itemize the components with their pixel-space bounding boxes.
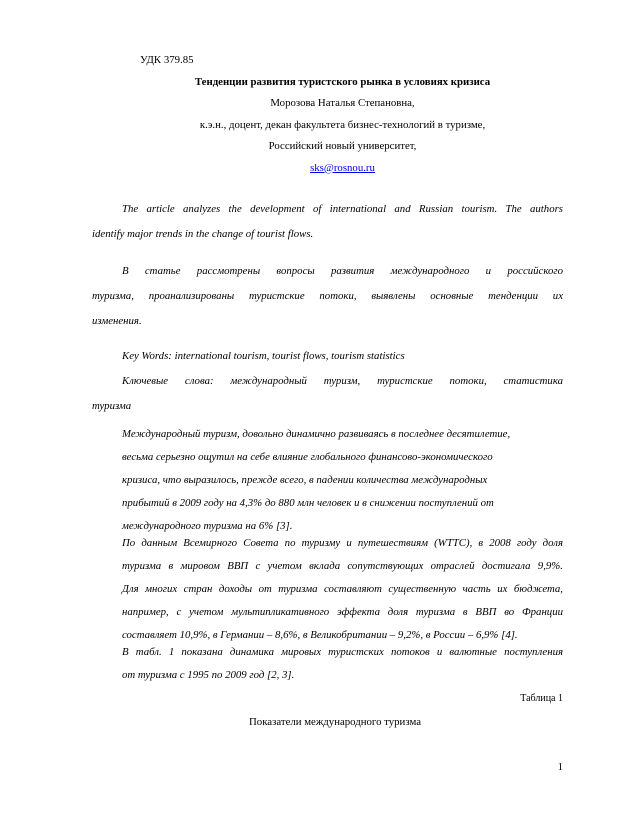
text-line: изменения.: [92, 315, 142, 327]
keywords-russian: [92, 369, 563, 419]
text-line: кризиса, что выразилось, прежде всего, в падении количества международных: [122, 474, 488, 486]
text-line: В табл. 1 показана динамика мировых туристских потоков и валютные поступления: [122, 646, 563, 658]
text-line: Key Words: international tourism, tourist flows, tourism statistics: [122, 350, 405, 362]
abstract-english: [92, 197, 563, 247]
author-affiliation: Российский новый университет,: [268, 140, 417, 152]
text-line: В статье рассмотрены вопросы развития международного и российского: [122, 265, 563, 277]
text-line: международного туризма на 6% [3].: [122, 520, 293, 532]
table-caption-title: Показатели международного туризма: [249, 716, 421, 728]
udc-code: УДК 379.85: [140, 54, 194, 66]
author-name: Морозова Наталья Степановна,: [270, 97, 415, 109]
text-line: например, с учетом мультипликативного эффекта доля туризма в ВВП во Франции: [122, 606, 563, 618]
text-line: По данным Всемирного Совета по туризму и путешествиям (WTTC), в 2008 году доля: [122, 537, 563, 549]
text-line: Ключевые слова: международный туризм, туристские потоки, статистика: [122, 375, 563, 387]
keywords-english: [92, 344, 563, 369]
text-line: Международный туризм, довольно динамично развиваясь в последнее десятилетие,: [122, 428, 511, 440]
text-line: составляет 10,9%, в Германии – 8,6%, в Великобритании – 9,2%, в России – 6,9% [4].: [122, 629, 518, 641]
text-line: туризма, проанализированы туристские потоки, выявлены основные тенденции их: [92, 290, 563, 302]
text-line: от туризма с 1995 по 2009 год [2, 3].: [122, 669, 295, 681]
text-line: туризма: [92, 400, 132, 412]
body-paragraph-2: [122, 532, 563, 647]
text-line: туризма в мировом ВВП с учетом вклада сопутствующих отраслей достигала 9,9%.: [122, 560, 563, 572]
text-line: The article analyzes the development of international and Russian tourism. The authors: [122, 203, 563, 215]
table-caption-label: Таблица 1: [520, 693, 563, 704]
author-credentials: к.э.н., доцент, декан факультета бизнес-технологий в туризме,: [199, 118, 486, 131]
abstract-russian: [92, 259, 563, 334]
text-line: весьма серьезно ощутил на себе влияние глобального финансово-экономического: [122, 451, 493, 463]
email-link[interactable]: sks@rosnou.ru: [310, 161, 375, 174]
article-title: Тенденции развития туристского рынка в условиях кризиса: [194, 75, 491, 88]
text-line: прибытий в 2009 году на 4,3% до 880 млн человек и в снижении поступлений от: [122, 497, 494, 509]
page-number: 1: [557, 761, 563, 773]
text-line: Для многих стран доходы от туризма составляют существенную часть их бюджета,: [122, 583, 563, 595]
text-line: identify major trends in the change of tourist flows.: [92, 228, 314, 240]
body-paragraph-1: [122, 423, 563, 538]
body-paragraph-3: [122, 641, 563, 687]
email-line: [122, 158, 563, 180]
document-header: [122, 50, 563, 179]
